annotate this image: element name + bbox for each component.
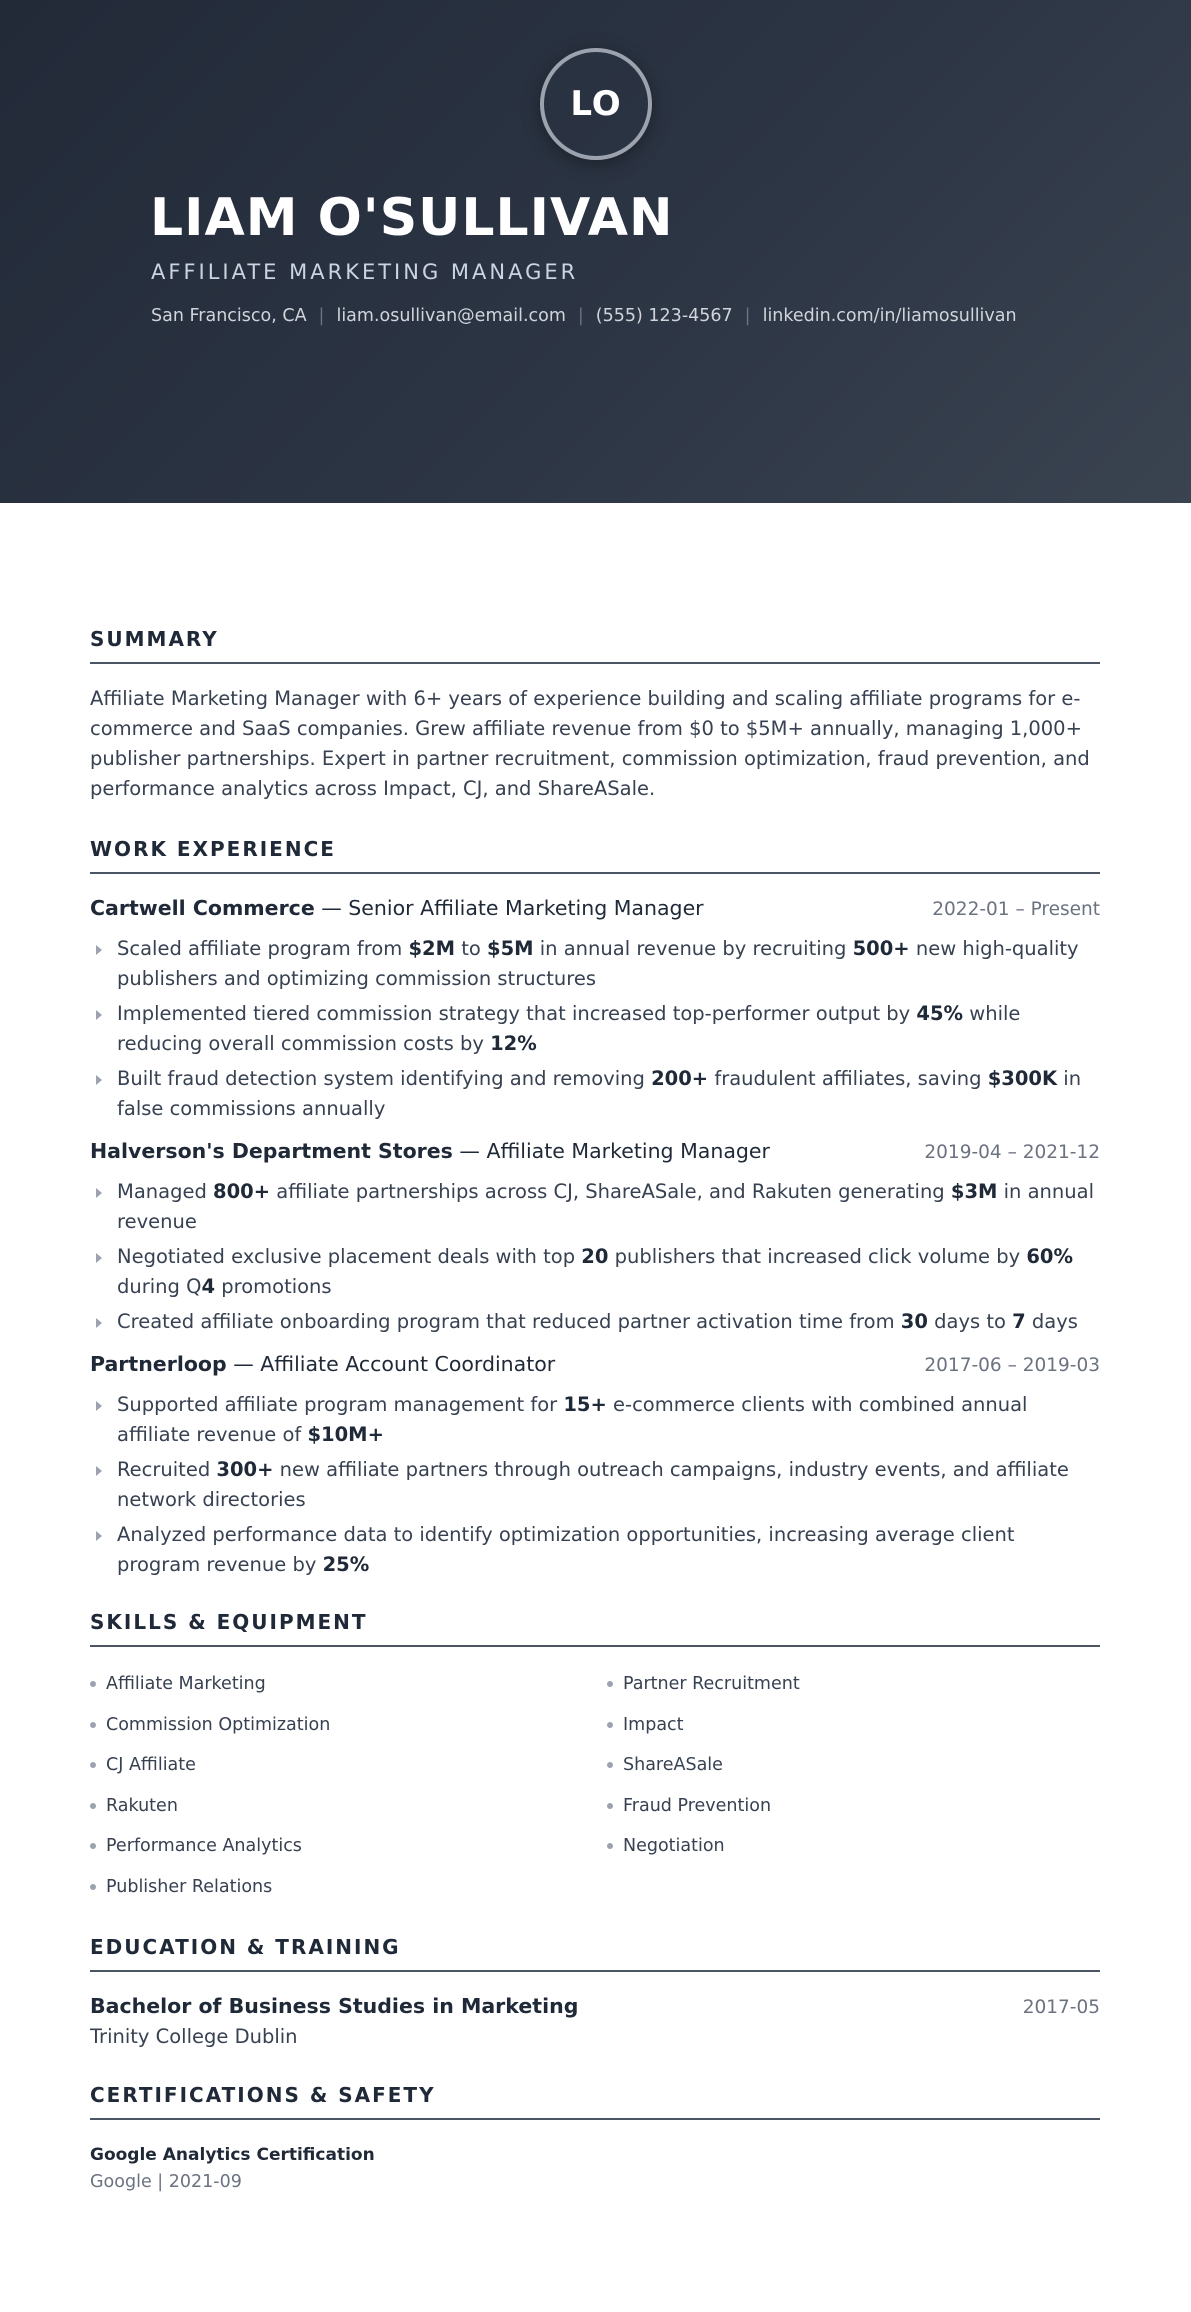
bullet-dot-icon xyxy=(607,1843,613,1849)
contact-separator: | xyxy=(318,306,325,326)
job-dash: — xyxy=(452,1139,487,1163)
contact-separator: | xyxy=(577,306,584,326)
education-heading: EDUCATION & TRAINING xyxy=(90,1934,1100,1972)
job-position: Affiliate Marketing Manager xyxy=(486,1139,770,1163)
bullet-triangle-icon xyxy=(96,1401,102,1411)
job-bullet: Analyzed performance data to identify optimization opportunities, increasing average client program revenue by 25% xyxy=(90,1520,1100,1580)
candidate-name: LIAM O'SULLIVAN xyxy=(150,188,674,248)
job-header xyxy=(90,896,1100,926)
education-entry xyxy=(90,1994,1100,2018)
job-company: Halverson's Department Stores xyxy=(90,1139,453,1163)
skill-item xyxy=(90,1834,302,1858)
education-date: 2017-05 xyxy=(1022,1997,1100,2018)
job-bullet: Built fraud detection system identifying and removing 200+ fraudulent affiliates, saving $300K in false commissions annually xyxy=(90,1064,1100,1124)
skill-item xyxy=(90,1875,272,1899)
contact-email[interactable]: liam.osullivan@email.com xyxy=(336,306,566,326)
bullet-highlight: $5M xyxy=(487,937,534,960)
job-bullet: Managed 800+ affiliate partnerships across CJ, ShareASale, and Rakuten generating $3M in annual revenue xyxy=(90,1177,1100,1237)
contact-line xyxy=(151,304,1017,328)
job-bullets xyxy=(90,1390,1100,1585)
bullet-dot-icon xyxy=(607,1681,613,1687)
bullet-dot-icon xyxy=(607,1762,613,1768)
skill-label: Affiliate Marketing xyxy=(106,1674,266,1694)
bullet-dot-icon xyxy=(90,1843,96,1849)
bullet-dot-icon xyxy=(90,1722,96,1728)
contact-phone[interactable]: (555) 123-4567 xyxy=(595,306,733,326)
skill-label: Partner Recruitment xyxy=(623,1674,800,1694)
skill-label: Negotiation xyxy=(623,1836,725,1856)
contact-linkedin[interactable]: linkedin.com/in/liamosullivan xyxy=(762,306,1017,326)
skill-item xyxy=(90,1794,178,1818)
skill-label: Performance Analytics xyxy=(106,1836,302,1856)
skill-label: Fraud Prevention xyxy=(623,1795,772,1816)
job-header xyxy=(90,1352,1100,1382)
job-bullet: Implemented tiered commission strategy that increased top-performer output by 45% while reducing overall commission costs by 12% xyxy=(90,999,1100,1059)
bullet-highlight: $300K xyxy=(987,1067,1058,1090)
skill-item xyxy=(90,1713,330,1737)
skill-label: Commission Optimization xyxy=(106,1714,331,1735)
bullet-dot-icon xyxy=(90,1681,96,1687)
bullet-highlight: 30 xyxy=(900,1310,928,1333)
skill-label: Impact xyxy=(623,1714,684,1735)
bullet-highlight: 60% xyxy=(1026,1245,1074,1268)
job-dash: — xyxy=(226,1352,261,1376)
job-position: Senior Affiliate Marketing Manager xyxy=(348,896,704,920)
job-bullets xyxy=(90,1177,1100,1342)
bullet-highlight: 25% xyxy=(322,1553,370,1576)
skill-label: Rakuten xyxy=(106,1795,178,1816)
skill-item xyxy=(607,1672,800,1696)
job-company: Partnerloop xyxy=(90,1352,227,1376)
job-company: Cartwell Commerce xyxy=(90,896,315,920)
job-bullet: Supported affiliate program management for 15+ e-commerce clients with combined annual affiliate revenue of $10M+ xyxy=(90,1390,1100,1450)
bullet-highlight: 4 xyxy=(201,1275,216,1298)
certification-name: Google Analytics Certification xyxy=(90,2145,375,2165)
job-bullet: Created affiliate onboarding program that reduced partner activation time from 30 days to 7 days xyxy=(90,1307,1100,1337)
bullet-triangle-icon xyxy=(96,1466,102,1476)
bullet-triangle-icon xyxy=(96,1075,102,1085)
bullet-highlight: $10M+ xyxy=(307,1423,384,1446)
bullet-highlight: 45% xyxy=(916,1002,964,1025)
job-dash: — xyxy=(314,896,349,920)
skill-label: ShareASale xyxy=(623,1755,723,1775)
job-bullet: Scaled affiliate program from $2M to $5M in annual revenue by recruiting 500+ new high-quality publishers and optimizing commission structures xyxy=(90,934,1100,994)
certifications-heading: CERTIFICATIONS & SAFETY xyxy=(90,2082,1100,2120)
skill-item xyxy=(90,1753,196,1777)
bullet-triangle-icon xyxy=(96,1318,102,1328)
skill-item xyxy=(90,1672,266,1696)
skill-item xyxy=(607,1794,771,1818)
bullet-dot-icon xyxy=(90,1884,96,1890)
job-bullet: Negotiated exclusive placement deals with top 20 publishers that increased click volume by 60% during Q4 promotions xyxy=(90,1242,1100,1302)
job-title xyxy=(90,896,704,920)
job-bullets xyxy=(90,934,1100,1129)
bullet-highlight: 7 xyxy=(1012,1310,1026,1333)
job-dates: 2019-04 – 2021-12 xyxy=(924,1142,1100,1163)
candidate-role: AFFILIATE MARKETING MANAGER xyxy=(151,260,579,284)
bullet-triangle-icon xyxy=(96,1253,102,1263)
bullet-dot-icon xyxy=(90,1762,96,1768)
education-degree: Bachelor of Business Studies in Marketing xyxy=(90,1994,579,2018)
bullet-highlight: 200+ xyxy=(651,1067,709,1090)
bullet-highlight: 15+ xyxy=(563,1393,607,1416)
skill-label: Publisher Relations xyxy=(106,1876,273,1897)
skill-item xyxy=(607,1753,723,1777)
bullet-highlight: $2M xyxy=(408,937,456,960)
job-header xyxy=(90,1139,1100,1169)
bullet-highlight: 12% xyxy=(490,1032,537,1055)
bullet-highlight: $3M xyxy=(950,1180,998,1203)
job-dates: 2017-06 – 2019-03 xyxy=(924,1355,1100,1376)
job-position: Affiliate Account Coordinator xyxy=(260,1352,556,1376)
skill-item xyxy=(607,1713,684,1737)
skills-heading: SKILLS & EQUIPMENT xyxy=(90,1609,1100,1647)
job-dates: 2022-01 – Present xyxy=(932,899,1100,920)
certification-meta: Google | 2021-09 xyxy=(90,2172,242,2192)
job-title xyxy=(90,1139,770,1163)
job-title xyxy=(90,1352,555,1376)
bullet-dot-icon xyxy=(607,1722,613,1728)
resume-header xyxy=(0,0,1191,503)
contact-location: San Francisco, CA xyxy=(151,306,307,326)
bullet-highlight: 300+ xyxy=(216,1458,274,1481)
summary-heading: SUMMARY xyxy=(90,626,1100,664)
bullet-highlight: 800+ xyxy=(213,1180,271,1203)
bullet-dot-icon xyxy=(607,1803,613,1809)
skill-label: CJ Affiliate xyxy=(106,1755,196,1775)
bullet-highlight: 20 xyxy=(581,1245,609,1268)
bullet-triangle-icon xyxy=(96,945,102,955)
contact-separator: | xyxy=(744,306,751,326)
bullet-triangle-icon xyxy=(96,1188,102,1198)
experience-heading: WORK EXPERIENCE xyxy=(90,836,1100,874)
avatar: LO xyxy=(540,48,652,160)
job-bullet: Recruited 300+ new affiliate partners through outreach campaigns, industry events, and affiliate network directories xyxy=(90,1455,1100,1515)
bullet-highlight: 500+ xyxy=(852,937,910,960)
summary-text: Affiliate Marketing Manager with 6+ years of experience building and scaling affiliate programs for e-commerce and SaaS companies. Grew affiliate revenue from $0 to $5M+ annually, managing 1,000+ publisher partnerships. Expert in partner recruitment, commission optimization, fraud prevention, and performance analytics across Impact, CJ, and ShareASale. xyxy=(90,687,1090,800)
education-school: Trinity College Dublin xyxy=(90,2025,298,2048)
bullet-dot-icon xyxy=(90,1803,96,1809)
bullet-triangle-icon xyxy=(96,1531,102,1541)
skill-item xyxy=(607,1834,725,1858)
bullet-triangle-icon xyxy=(96,1010,102,1020)
